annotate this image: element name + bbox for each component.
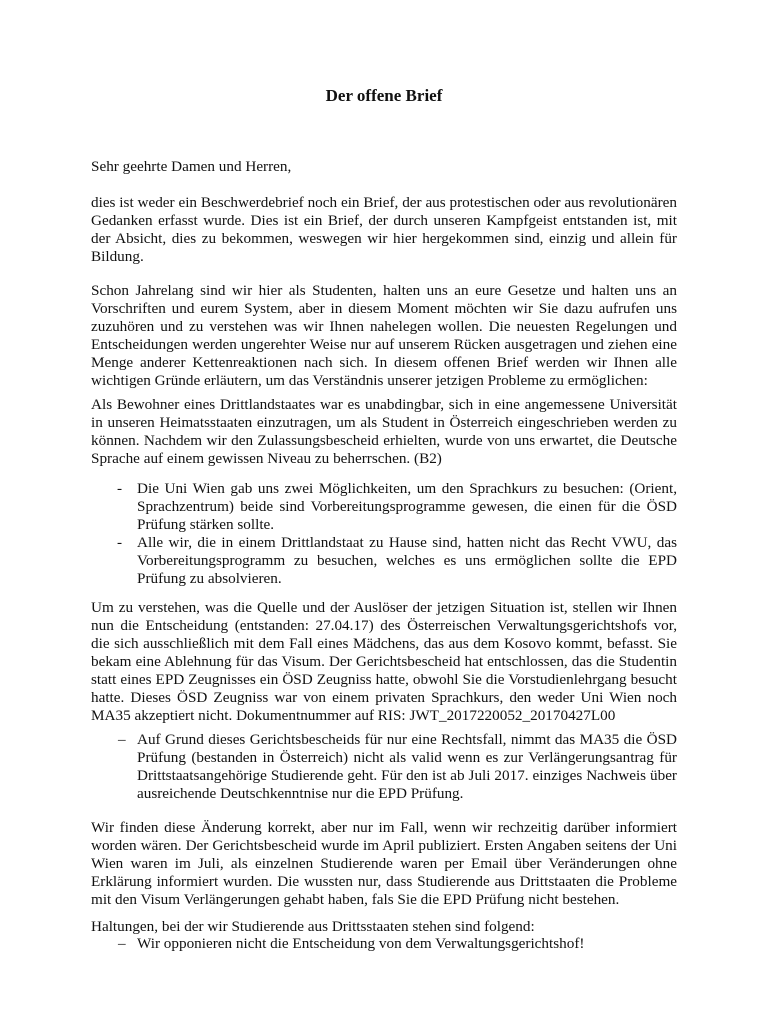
bullet-marker: – xyxy=(118,935,126,952)
paragraph-students: Schon Jahrelang sind wir hier als Studenten, halten uns an eure Gesetze und halten uns an Vorschriften und eurem System, aber in diesem Moment möchten wir Sie dazu aufrufen uns zuzuhören und zu verstehen was wir Ihnen nahelegen wollen. Die neuesten Regelungen und Entscheidungen werden ungerehter Weise nur auf unserem Rücken ausgetragen und ziehen eine Menge anderer Kettenreaktionen nach sich. In diesem offenen Brief werden wir Ihnen alle wichtigen Gründe erläutern, um das Verständnis unserer jetzigen Probleme zu ermöglichen: xyxy=(91,282,677,389)
list-item-text: Alle wir, die in einem Drittlandstaat zu Hause sind, hatten nicht das Recht VWU, das Vorbereitungsprogramm zu besuchen, welches es uns ermöglichen sollte die EPD Prüfung zu absolvieren. xyxy=(137,534,677,587)
salutation: Sehr geehrte Damen und Herren, xyxy=(91,158,292,175)
list-item-text: Auf Grund dieses Gerichtsbescheids für nur eine Rechtsfall, nimmt das MA35 die ÖSD Prüfung (bestanden in Österreich) nicht als valid wenn es zur Verlängerungsantrag für Drittstaatsangehörige Studierende geht. Für den ist ab Juli 2017. einziges Nachweis über ausreichende Deutschkenntnise nur die EPD Prüfung. xyxy=(137,731,677,802)
paragraph-residents: Als Bewohner eines Drittlandstaates war es unabdingbar, sich in eine angemessene Universität in unseren Heimatsstaaten einzutragen, um als Student in Österreich eingeschrieben werden zu können. Nachdem wir den Zulassungsbescheid erhielten, wurde von uns erwartet, die Deutsche Sprache auf einem gewissen Niveau zu beherrschen. (B2) xyxy=(91,396,677,467)
bullet-marker: - xyxy=(117,480,123,497)
bullet-list-positions xyxy=(91,935,677,953)
paragraph-intro: dies ist weder ein Beschwerdebrief noch ein Brief, der aus protestischen oder aus revolutionären Gedanken erfasst wurde. Dies ist ein Brief, der durch unseren Kampfgeist entstanden ist, mit der Absicht, dies zu bekommen, weswegen wir hier hergekommen sind, einzig und allein für Bildung. xyxy=(91,194,677,265)
paragraph-court-decision: Um zu verstehen, was die Quelle und der Auslöser der jetzigen Situation ist, stellen wir Ihnen nun die Entscheidung (entstanden: 27.04.17) des Österreischen Verwaltungsgerichtshofs vor, die sich ausschließlich mit dem Fall eines Mädchens, das aus dem Kosovo kommt, befasst. Sie bekam eine Ablehnung für das Visum. Der Gerichtsbescheid hat entschlossen, das die Studentin statt eines EPD Zeugnisses ein ÖSD Zeugniss hatte, obwohl Sie die Vorstudienlehrgang besucht hatte. Dieses ÖSD Zeugniss war von einem privaten Sprachkurs, den weder Uni Wien noch MA35 akzeptiert nicht. Dokumentnummer auf RIS: JWT_2017220052_20170427L00 xyxy=(91,599,677,724)
list-item xyxy=(91,480,677,534)
list-item xyxy=(91,731,677,803)
paragraph-change: Wir finden diese Änderung korrekt, aber nur im Fall, wenn wir rechzeitig darüber informiert worden wären. Der Gerichtsbescheid wurde im April publiziert. Ersten Angaben seitens der Uni Wien waren im Juli, als einzelnen Studierende waren per Email über Veränderungen ohne Erklärung informiert wurden. Die wussten nur, dass Studierende aus Drittstaaten die Probleme mit den Visum Verlängerungen gehabt haben, fals Sie die EPD Prüfung nicht bestehen. xyxy=(91,819,677,908)
bullet-list-options xyxy=(91,480,677,588)
list-item-text: Die Uni Wien gab uns zwei Möglichkeiten, um den Sprachkurs zu besuchen: (Orient, Sprachzentrum) beide sind Vorbereitungsprogramme gewesen, die einen für die ÖSD Prüfung stärken sollte. xyxy=(137,480,677,533)
bullet-marker: - xyxy=(117,534,123,551)
paragraph-positions: Haltungen, bei der wir Studierende aus Drittsstaaten stehen sind folgend: xyxy=(91,918,535,935)
bullet-list-ma35 xyxy=(91,731,677,803)
list-item xyxy=(91,534,677,588)
list-item xyxy=(91,935,677,953)
page-title: Der offene Brief xyxy=(325,86,443,105)
list-item-text: Wir opponieren nicht die Entscheidung von dem Verwaltungsgerichtshof! xyxy=(137,935,585,952)
bullet-marker: – xyxy=(118,731,126,748)
